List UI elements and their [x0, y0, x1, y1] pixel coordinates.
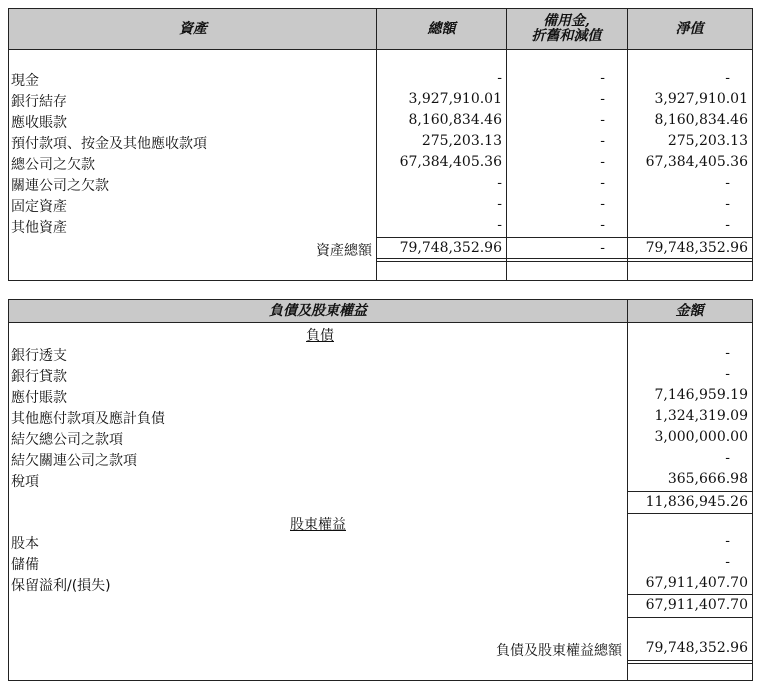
liabilities-table [8, 299, 753, 681]
row-label: 稅項 [11, 474, 39, 490]
row-net: 67,384,405.36 [645, 154, 748, 170]
row-provision: - [600, 133, 605, 149]
row-amount: - [725, 533, 730, 549]
grand-total-line [627, 660, 752, 661]
row-label: 儲備 [11, 557, 39, 573]
row-label: 結欠關連公司之款項 [11, 453, 137, 469]
row-total: - [497, 196, 502, 212]
row-total: 3,927,910.01 [408, 91, 502, 107]
assets-total-net: 79,748,352.96 [645, 240, 748, 256]
row-amount: 1,324,319.09 [654, 408, 748, 424]
grand-total-label: 負債及股東權益總額 [496, 643, 622, 659]
assets-col-line [627, 9, 628, 280]
row-total: - [497, 175, 502, 191]
row-amount: - [725, 554, 730, 570]
row-provision: - [600, 154, 605, 170]
liab-subtotal-line [627, 513, 752, 514]
row-provision: - [600, 175, 605, 191]
row-label: 預付款項、按金及其他應收款項 [11, 136, 207, 152]
assets-total-line [376, 237, 752, 238]
equity-heading: 股東權益 [290, 517, 346, 533]
assets-header-item: 資產 [179, 20, 207, 37]
row-amount: 67,911,407.70 [645, 575, 748, 591]
row-label: 結欠總公司之款項 [11, 432, 123, 448]
row-provision: - [600, 91, 605, 107]
row-label: 保留溢利/(損失) [11, 578, 111, 594]
assets-header-total: 總額 [427, 20, 456, 37]
liabilities-header [9, 300, 752, 323]
row-net: - [725, 70, 730, 86]
row-net: 3,927,910.01 [654, 91, 748, 107]
row-label: 銀行透支 [11, 348, 67, 364]
liabilities-col-line [627, 300, 628, 680]
provision-line2: 折舊和減值 [531, 28, 602, 44]
row-provision: - [600, 70, 605, 86]
row-amount: - [725, 366, 730, 382]
row-provision: - [600, 196, 605, 212]
row-provision: - [600, 112, 605, 128]
liabilities-header-item: 負債及股東權益 [269, 302, 367, 319]
row-label: 固定資產 [11, 199, 67, 215]
equity-subtotal-line [627, 594, 752, 595]
row-label: 應收賬款 [11, 115, 67, 131]
liab-subtotal-line [627, 491, 752, 492]
assets-header-net: 淨值 [675, 20, 704, 37]
row-label: 關連公司之欠款 [11, 178, 109, 194]
row-net: 8,160,834.46 [654, 112, 748, 128]
assets-total-provision: - [600, 240, 605, 256]
assets-col-line [376, 9, 377, 280]
provision-line1: 備用金, [543, 13, 590, 29]
assets-total-label: 資產總額 [316, 243, 372, 259]
liabilities-header-amount: 金額 [675, 302, 704, 319]
row-total: - [497, 217, 502, 233]
row-amount: 365,666.98 [667, 471, 748, 487]
row-label: 現金 [11, 73, 39, 89]
row-label: 其他應付款項及應計負債 [11, 411, 165, 427]
row-total: - [497, 70, 502, 86]
grand-total-amount: 79,748,352.96 [645, 640, 748, 656]
row-net: - [725, 217, 730, 233]
assets-total-line [376, 258, 752, 259]
assets-col-line [506, 9, 507, 280]
row-label: 銀行結存 [11, 94, 67, 110]
row-net: 275,203.13 [667, 133, 748, 149]
row-net: - [725, 196, 730, 212]
row-total: 67,384,405.36 [399, 154, 502, 170]
row-label: 其他資產 [11, 220, 67, 236]
row-amount: 7,146,959.19 [654, 387, 748, 403]
row-net: - [725, 175, 730, 191]
liabilities-subtotal: 11,836,945.26 [645, 494, 748, 510]
row-total: 275,203.13 [421, 133, 502, 149]
assets-total-line [376, 261, 752, 262]
liabilities-heading: 負債 [306, 328, 334, 344]
row-amount: - [725, 345, 730, 361]
row-amount: 3,000,000.00 [654, 429, 748, 445]
row-label: 銀行貸款 [11, 369, 67, 385]
row-amount: - [725, 450, 730, 466]
row-label: 股本 [11, 536, 39, 552]
row-label: 總公司之欠款 [11, 157, 95, 173]
equity-subtotal: 67,911,407.70 [645, 597, 748, 613]
row-label: 應付賬款 [11, 390, 67, 406]
equity-subtotal-line [627, 617, 752, 618]
assets-header-provision [506, 9, 627, 49]
assets-header [9, 9, 752, 50]
assets-total-amount: 79,748,352.96 [399, 240, 502, 256]
grand-total-line [627, 663, 752, 664]
row-provision: - [600, 217, 605, 233]
row-total: 8,160,834.46 [408, 112, 502, 128]
